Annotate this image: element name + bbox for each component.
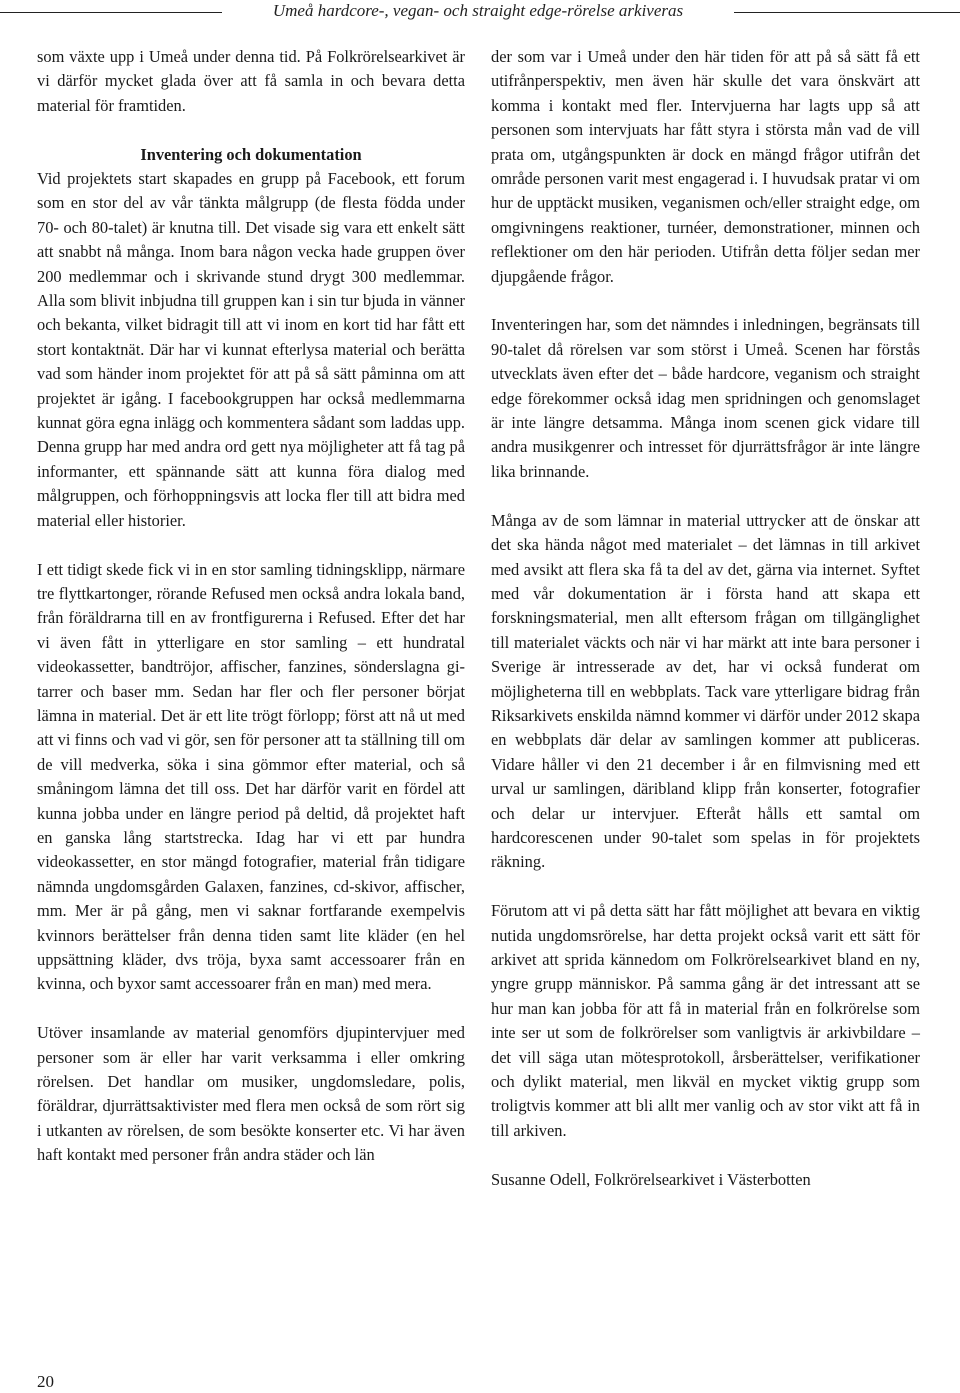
left-column bbox=[37, 45, 465, 1168]
paragraph-forutom: Förutom att vi på detta sätt har fått möjlighet att bevara en viktig nutida ungdomsrörelse, har detta projekt också varit ett sätt för arkivet att sprida kännedom om Folkrörelsearkivet bland en ny, yngre grupp människor. På samma gång är det intressant att se hur man kan jobba för att få in material från en folkrörelse som inte ser ut som de folkrörelser som vanligtvis är arkivbildare – det vill säga utan mötesprotokoll, årsberättelser, verifikationer och dylikt material, men likväl en mycket viktig grupp som troligtvis kommer att bli allt mer vanlig och av stor vikt att få in till arkiven. bbox=[491, 901, 920, 1140]
paragraph-inventering: Vid projektets start skapades en grupp på Facebook, ett forum som en stor del av vår tänkta målgrupp (de flesta födda under 70- och 80-talet) är knutna till. Det visade sig vara ett enkelt sätt att snabbt nå många. Inom bara någon vecka hade gruppen över 200 medlemmar och i skrivande stund drygt 300 medlemmar. Alla som blivit inbjudna till gruppen kan i sin tur bjuda in vänner och bekanta, vilket bidragit till att vi inom en kort tid har fått ett stort kontaktnät. Där har vi kunnat efterlysa material och berätta vad som händer inom projektet för att på så sätt påminna om att projektet är igång. I facebookgruppen har också medlemmarna kunnat göra egna inlägg och kommentera sådant som laddas upp. Denna grupp har med andra ord gett nya möjligheter att få tag på informanter, ett spännande sätt att kunna föra dialog med målgruppen, och förhoppningsvis att locka fler till att bidra med material eller historier. bbox=[37, 169, 465, 530]
running-title: Umeå hardcore-, vegan- och straight edge-rörelse arkiveras bbox=[272, 1, 684, 20]
page-number: 20 bbox=[37, 1372, 54, 1391]
paragraph-continued: der som var i Umeå under den här tiden för att på så sätt få ett utifrånperspektiv, men även här skulle det vara önskvärt att komma i kontakt med fler. Intervjuerna har lagts upp så att personen som intervjuats har fått styra i största mån vad de vill prata om, utgångspunkten är dock en mängd frågor utifrån det område personen varit mest engagerad i. I huvudsak pratar vi om hur de upptäckt musiken, veganismen och/eller straight edge, om omgivningens reaktioner, turnéer, demonstrationer, minnen och reflektioner om den här perioden. Utifrån detta följer sedan mer djupgående frågor. bbox=[491, 47, 920, 286]
section-heading: Inventering och dokumentation bbox=[140, 144, 362, 164]
header-rule-left bbox=[0, 12, 222, 13]
paragraph-intro: som växte upp i Umeå under denna tid. På Folkrörelsearkivet är vi därför mycket glada över att få samla in och bevara detta material för framtiden. bbox=[37, 47, 465, 115]
running-header bbox=[0, 0, 960, 26]
paragraph-inventeringen: Inventeringen har, som det nämndes i inledningen, begränsats till 90-talet då rörelsen var som störst i Umeå. Scenen har förstås utvecklats även efter det – både hardcore, veganism och straight edge förekommer också idag men spridningen och genomslaget är inte längre detsamma. Många inom scenen gick vidare till andra musikgenrer och intresset för djurrättsfrågor är inte längre lika brinnande. bbox=[491, 315, 920, 481]
paragraph-samling: I ett tidigt skede fick vi in en stor samling tidningsklipp, närmare tre flyttkartonger, rörande Refused men också andra lokala band, från föräldrarna till en av frontfigurerna i Refused. Efter det har vi även fått in ytterligare en stor samling – ett hundratal videokassetter, bandtröjor, affischer, fanzines, sönderslagna gitarrer och baser mm. Sedan har fler och fler personer börjat lämna in material. Det är ett lite trögt förlopp; först att nå ut med att vi finns och vad vi gör, sen för personer att ta ställning till om de vill medverka, söka i sina gömmor efter material, och så småningom lämna det till oss. Det har därför varit en fördel att kunna jobba under en längre period på deltid, då projektet haft en ganska lång startstrecka. Idag har vi ett par hundra videokassetter, en stor mängd fotografier, material från tidigare nämnda ungdomsgården Galaxen, fanzines, cd-skivor, affischer, mm. Mer är på gång, men vi saknar fortfarande exempelvis kvinnors berättelser från denna tiden samt lite kläder (en hel uppsättning kläder, dvs tröja, byxa samt accessoarer från en kvinna, och byxor samt accessoarer från en man) med mera. bbox=[37, 559, 465, 994]
right-column bbox=[491, 45, 920, 1192]
header-rule-right bbox=[734, 12, 960, 13]
author-signature: Susanne Odell, Folkrörelsearkivet i Västerbotten bbox=[491, 1169, 811, 1189]
paragraph-intervjuer: Utöver insamlande av material genomförs djupintervjuer med personer som är eller har varit verksamma i eller omkring rörelsen. Det handlar om musiker, ungdomsledare, polis, föräldrar, djurrättsaktivister med flera men också de som rört sig i utkanten av rörelsen, de som besökte konserter etc. Vi har även haft kontakt med personer från andra städer och län bbox=[37, 1023, 465, 1165]
paragraph-manga: Många av de som lämnar in material uttrycker att de önskar att det ska hända något med materialet – det lämnas in till arkivet med avsikt att flera ska få ta del av det, gärna via internet. Syftet med vår dokumentation är i första hand att skapa ett forskningsmaterial, men allt eftersom frågan om tillgänglighet till materialet väckts och när vi har märkt att inte bara personer i Sverige är intresserade av det, har vi också funderat om möjligheterna till en webbplats. Tack vare ytterligare bidrag från Riksarkivets enskilda nämnd kommer vi därför under 2012 skapa en webbplats där delar av samlingen kommer att publiceras. Vidare håller vi den 21 december i år en filmvisning med ett urval ur samlingen, däribland klipp från konserter, fotografier och delar ur intervjuer. Efteråt hålls ett samtal om hardcorescenen under 90-talet som spelas in för projektets räkning. bbox=[491, 510, 920, 872]
